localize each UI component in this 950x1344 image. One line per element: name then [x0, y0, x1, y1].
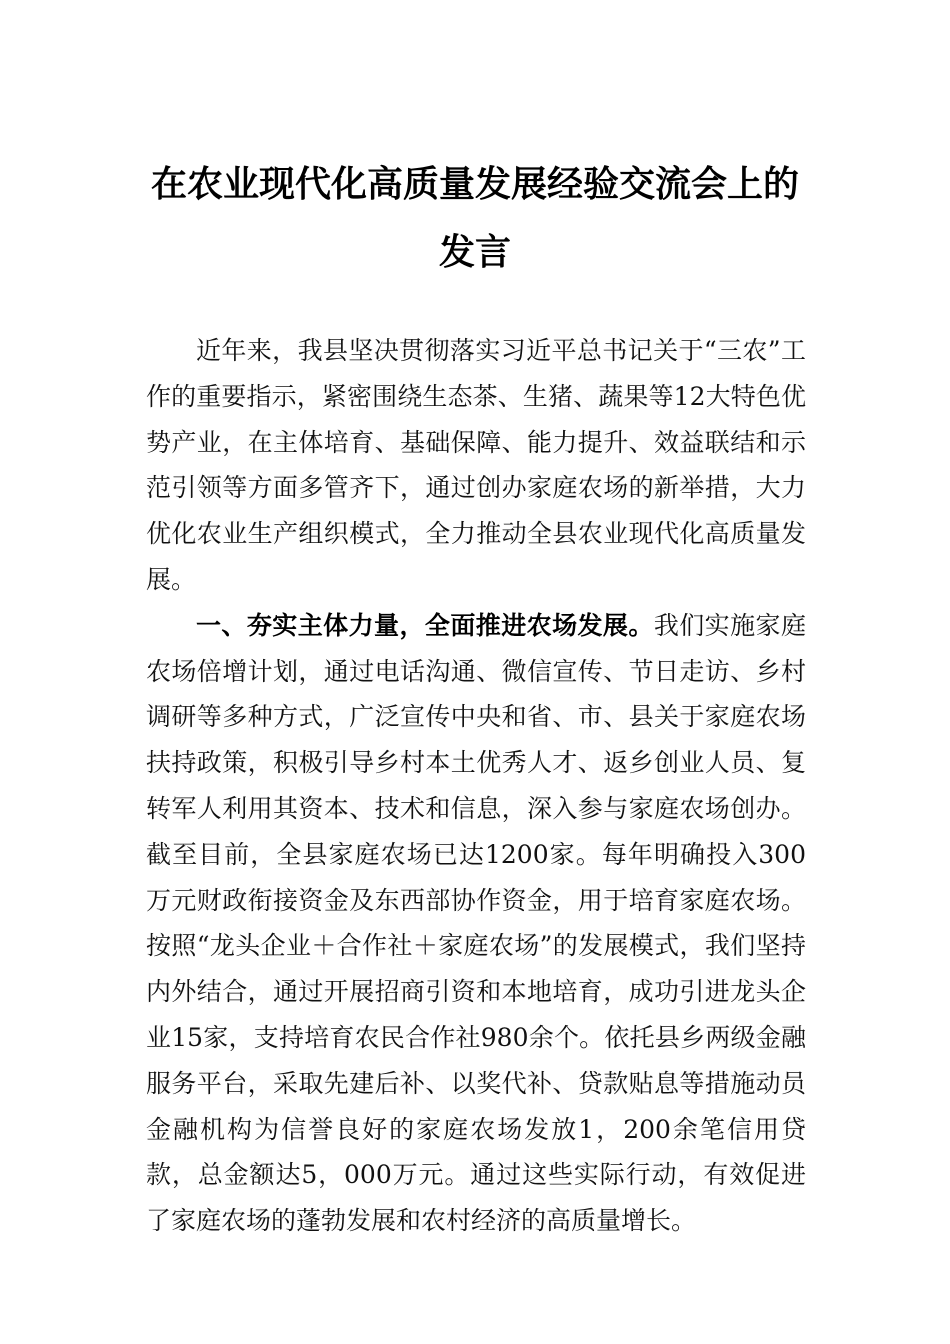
document-body: [146, 328, 806, 1244]
document-title-line-2: 发言: [438, 231, 511, 273]
paragraph-section-1: [146, 603, 806, 1244]
document-title-line-1: 在农业现代化高质量发展经验交流会上的: [150, 163, 799, 205]
paragraph-intro: [146, 328, 806, 603]
section-heading: 一、夯实主体力量，全面推进农场发展。: [196, 610, 654, 640]
paragraph-text: 我们实施家庭农场倍增计划，通过电话沟通、微信宣传、节日走访、乡村调研等多种方式，广泛宣传中央和省、市、县关于家庭农场扶持政策，积极引导乡村本土优秀人才、返乡创业人员、复转军人利用其资本、技术和信息，深入参与家庭农场创办。截至目前，全县家庭农场已达1200家。每年明确投入300万元财政衔接资金及东西部协作资金，用于培育家庭农场。按照“龙头企业＋合作社＋家庭农场”的发展模式，我们坚持内外结合，通过开展招商引资和本地培育，成功引进龙头企业15家，支持培育农民合作社980余个。依托县乡两级金融服务平台，采取先建后补、以奖代补、贷款贴息等措施动员金融机构为信誉良好的家庭农场发放1，200余笔信用贷款，总金额达5，000万元。通过这些实际行动，有效促进了家庭农场的蓬勃发展和农村经济的高质量增长。: [146, 610, 806, 1236]
paragraph-text: 近年来，我县坚决贯彻落实习近平总书记关于“三农”工作的重要指示，紧密围绕生态茶、生猪、蔬果等12大特色优势产业，在主体培育、基础保障、能力提升、效益联结和示范引领等方面多管齐下，通过创办家庭农场的新举措，大力优化农业生产组织模式，全力推动全县农业现代化高质量发展。: [146, 336, 806, 594]
